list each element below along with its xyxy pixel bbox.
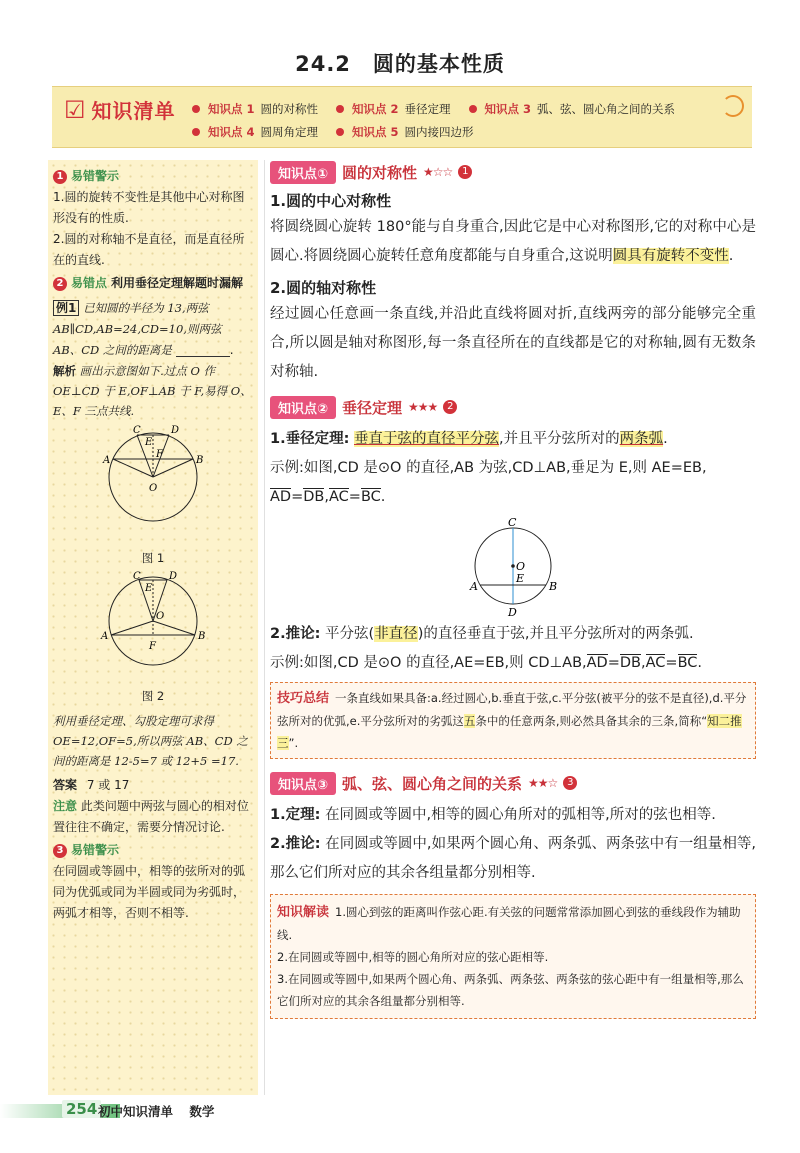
book-title: 初中知识清单 xyxy=(98,1104,174,1119)
label-e: E xyxy=(145,583,153,594)
column-divider xyxy=(264,160,265,1095)
label-o: O xyxy=(149,483,158,494)
kp3-corollary xyxy=(270,830,756,888)
comma: , xyxy=(641,655,646,671)
banner-row-1 xyxy=(192,101,675,117)
error-point-label: 易错点 xyxy=(71,276,108,290)
figure-2-caption: 图 2 xyxy=(141,689,165,703)
error-point-text: 利用垂径定理解题时漏解 xyxy=(111,276,244,290)
interpretation-item: 2.在同圆或等圆中,相等的圆心角所对应的弦心距相等. xyxy=(277,950,549,964)
arc-ac: AC xyxy=(645,655,666,671)
warning-text: 在同圆或等圆中，相等的弦所对的弧同为优弧或同为半圆或同为劣弧时，两弧才相等，否则不相等. xyxy=(53,864,246,920)
interpretation-label: 知识解读 xyxy=(277,905,330,920)
kp2-corollary-text: 平分弦( xyxy=(325,626,375,642)
kp2-theorem-label: 1.垂径定理: xyxy=(270,431,350,447)
note xyxy=(53,796,253,838)
bullet-icon xyxy=(192,128,200,136)
kp3-pill: 知识点③ xyxy=(270,772,336,795)
bullet-icon xyxy=(469,105,477,113)
swirl-icon xyxy=(722,95,744,117)
kp3-theorem-label: 1.定理: xyxy=(270,807,321,823)
banner-item-tag: 知识点 4 xyxy=(208,125,255,139)
analysis-label: 解析 xyxy=(53,364,76,378)
banner-item-tag: 知识点 1 xyxy=(208,102,255,116)
banner-item-tag: 知识点 3 xyxy=(484,102,532,116)
kp2-number: 2 xyxy=(443,400,457,414)
kp2-example-1 xyxy=(270,454,756,512)
sidebar-notes xyxy=(48,160,258,1095)
solution-text: 利用垂径定理、勾股定理可求得 OE=12,OF=5,所以两弦 AB、CD 之间的距离是 12-5=7 或 12+5 =17. xyxy=(53,714,248,768)
kp2-example-2-text: 示例:如图,CD 是⊙O 的直径,AE=EB,则 CD⊥AB, xyxy=(270,655,587,671)
warning-label: 易错警示 xyxy=(71,843,120,857)
bullet-icon xyxy=(336,105,344,113)
label-d: D xyxy=(171,425,180,436)
kp3-number: 3 xyxy=(563,776,577,790)
banner-item-tag: 知识点 2 xyxy=(352,102,399,116)
technique-text: 一条直线如果具备:a.经过圆心,b.垂直于弦,c.平分弦(被平分的弦不是直径),d.平分弦所对的优弧,e.平分弦所对的劣弧这 xyxy=(277,691,747,728)
label-d: D xyxy=(169,571,178,582)
kp1-number: 1 xyxy=(458,165,472,179)
technique-highlight: 五 xyxy=(463,714,476,728)
page-footer xyxy=(0,1100,800,1124)
banner-item xyxy=(192,101,318,117)
technique-text-end: ”. xyxy=(288,736,299,750)
arc-ac: AC xyxy=(328,489,349,505)
kp3-theorem xyxy=(270,801,756,830)
example-tail: . xyxy=(229,343,234,357)
kp3-heading xyxy=(270,771,756,795)
label-b: B xyxy=(196,455,204,466)
answer-label: 答案 xyxy=(53,778,78,792)
page-title: 24.2 圆的基本性质 xyxy=(295,52,505,76)
segment-ob xyxy=(153,621,195,635)
label-f: F xyxy=(149,641,156,652)
label-f: F xyxy=(156,449,163,460)
banner-item-text: 垂径定理 xyxy=(404,102,451,116)
arc-db: DB xyxy=(619,655,642,671)
arc-ad: AD xyxy=(586,655,608,671)
comma: , xyxy=(324,489,329,505)
period: . xyxy=(697,655,703,671)
equals-sign: = xyxy=(665,655,678,671)
number-badge: 1 xyxy=(53,170,67,184)
kp2-corollary-text-end: )的直径垂直于弦,并且平分弦所对的两条弧. xyxy=(417,626,694,642)
kp2-highlight-2: 两条弧 xyxy=(619,431,664,447)
kp2-corollary-highlight: 非直径 xyxy=(374,626,418,642)
technique-text-2: 条中的任意两条,则必然具备其余的三条,简称“ xyxy=(475,714,708,728)
banner-item-text: 圆周角定理 xyxy=(260,125,319,139)
kp1-text: 将圆绕圆心旋转 180°能与自身重合,因此它是中心对称图形,它的对称中心是圆心.将圆绕圆心旋转任意角度都能与自身重合,这说明 xyxy=(270,219,756,264)
kp1-title: 圆的对称性 xyxy=(342,163,418,182)
label-e: E xyxy=(145,437,153,448)
banner-item xyxy=(336,101,451,117)
technique-highlight-2: 知二推三 xyxy=(277,714,742,750)
kp3-title: 弧、弦、圆心角之间的关系 xyxy=(342,774,523,793)
banner-row-2 xyxy=(192,124,474,140)
warning-heading xyxy=(53,166,253,187)
label-o: O xyxy=(156,611,165,622)
kp2-pill: 知识点② xyxy=(270,396,336,419)
label-d: D xyxy=(508,606,517,618)
kp3-corollary-label: 2.推论: xyxy=(270,836,321,852)
kp2-highlight-1: 垂直于弦的直径平分弦 xyxy=(354,431,500,447)
kp1-pill: 知识点① xyxy=(270,161,336,184)
kp2-heading xyxy=(270,395,756,419)
answer xyxy=(53,775,253,796)
banner-item-tag: 知识点 5 xyxy=(352,125,399,139)
equals-sign: = xyxy=(607,655,620,671)
kp2-stars: ★★★ xyxy=(408,400,438,414)
kp3-theorem-text: 在同圆或等圆中,相等的圆心角所对的弧相等,所对的弦也相等. xyxy=(325,807,716,823)
warning-heading xyxy=(53,840,253,861)
kp2-theorem-text: ,并且平分弦所对的 xyxy=(499,431,620,447)
banner-item xyxy=(336,124,474,140)
subject: 数学 xyxy=(189,1104,215,1119)
example-1 xyxy=(53,298,253,361)
banner-label xyxy=(64,95,176,124)
kp2-title: 垂径定理 xyxy=(342,398,403,417)
kp1-subheading-2: 2.圆的轴对称性 xyxy=(270,279,377,297)
label-e: E xyxy=(516,572,525,585)
technique-label: 技巧总结 xyxy=(277,691,330,706)
number-badge: 3 xyxy=(53,844,67,858)
bullet-icon xyxy=(192,105,200,113)
arc-ad: AD xyxy=(270,489,292,505)
arc-db: DB xyxy=(303,489,325,505)
check-icon: ☑ xyxy=(64,95,86,124)
figure-2 xyxy=(53,569,253,679)
label-a: A xyxy=(103,455,111,466)
label-o: O xyxy=(516,560,526,573)
kp1-paragraph-1 xyxy=(270,213,756,271)
warning-item: 1.圆的旋转不变性是其他中心对称图形没有的性质. xyxy=(53,190,245,225)
footer-text xyxy=(98,1102,226,1120)
kp1-subheading-1: 1.圆的中心对称性 xyxy=(270,192,392,210)
equals-sign: = xyxy=(348,489,361,505)
label-c: C xyxy=(133,425,141,436)
kp2-corollary xyxy=(270,620,756,649)
figure-1 xyxy=(53,421,253,541)
kp1-heading xyxy=(270,160,756,184)
figure-1-caption: 图 1 xyxy=(141,551,165,565)
banner-item-text: 圆的对称性 xyxy=(260,102,319,116)
example-text: 已知圆的半径为 13,两弦 AB∥CD,AB=24,CD=10,则两弦 AB、CD 之间的距离是 xyxy=(53,301,222,357)
arc-bc: BC xyxy=(360,489,381,505)
arc-bc: BC xyxy=(677,655,698,671)
technique-summary xyxy=(270,682,756,759)
kp1-stars: ★☆☆ xyxy=(423,165,453,179)
kp2-theorem-end: . xyxy=(663,431,668,447)
kp1-paragraph-2: 经过圆心任意画一条直线,并沿此直线将圆对折,直线两旁的部分能够完全重合,所以圆是轴对称图形,每一条直径所在的直线都是它的对称轴,圆有无数条对称轴. xyxy=(270,306,756,380)
segment-oa xyxy=(111,621,153,635)
center-o xyxy=(511,564,515,568)
knowledge-banner xyxy=(52,86,752,148)
answer-blank xyxy=(176,344,230,357)
equals-sign: = xyxy=(291,489,304,505)
kp1-text-end: . xyxy=(728,248,734,264)
number-badge: 2 xyxy=(53,277,67,291)
kp1-highlight: 圆具有旋转不变性 xyxy=(612,248,729,264)
label-a: A xyxy=(470,580,478,593)
main-content xyxy=(270,160,756,1019)
banner-title: 知识清单 xyxy=(91,99,176,123)
label-c: C xyxy=(508,518,517,529)
error-point-heading xyxy=(53,273,253,294)
note-text: 此类问题中两弦与圆心的相对位置往往不确定，需要分情况讨论. xyxy=(53,799,249,834)
analysis xyxy=(53,361,253,421)
knowledge-interpretation xyxy=(270,894,756,1019)
kp2-theorem xyxy=(270,425,756,454)
perpendicular-diameter-figure xyxy=(270,518,756,618)
analysis-text: 画出示意图如下.过点 O 作 OE⊥CD 于 E,OF⊥AB 于 F,易得 O、E、F 三点共线. xyxy=(53,364,252,418)
label-a: A xyxy=(101,631,109,642)
warning-item: 2.圆的对称轴不是直径，而是直径所在的直线. xyxy=(53,232,245,267)
interpretation-item: 1.圆心到弦的距离叫作弦心距.有关弦的问题常常添加圆心到弦的垂线段作为辅助线. xyxy=(277,905,741,942)
label-c: C xyxy=(133,571,141,582)
example-tag: 例1 xyxy=(53,300,79,316)
banner-item-text: 圆内接四边形 xyxy=(404,125,474,139)
kp2-corollary-label: 2.推论: xyxy=(270,626,321,642)
period: . xyxy=(380,489,386,505)
label-b: B xyxy=(198,631,206,642)
banner-item xyxy=(469,101,676,117)
banner-item xyxy=(192,124,318,140)
bullet-icon xyxy=(336,128,344,136)
warning-label: 易错警示 xyxy=(71,169,120,183)
kp3-stars: ★★☆ xyxy=(528,776,558,790)
interpretation-item: 3.在同圆或等圆中,如果两个圆心角、两条弧、两条弦、两条弦的弦心距中有一组量相等,那么它们所对应的其余各组量都分别相等. xyxy=(277,972,744,1008)
page-number: 254 xyxy=(62,1100,101,1118)
note-label: 注意 xyxy=(53,799,78,813)
kp2-example-text: 示例:如图,CD 是⊙O 的直径,AB 为弦,CD⊥AB,垂足为 E,则 AE=EB, xyxy=(270,460,707,476)
banner-item-text: 弧、弦、圆心角之间的关系 xyxy=(537,102,676,116)
kp3-corollary-text: 在同圆或等圆中,如果两个圆心角、两条弧、两条弦中有一组量相等,那么它们所对应的其余各组量都分别相等. xyxy=(270,836,757,881)
label-b: B xyxy=(549,580,558,593)
kp2-example-2 xyxy=(270,649,756,678)
answer-text: 7 或 17 xyxy=(86,778,130,792)
